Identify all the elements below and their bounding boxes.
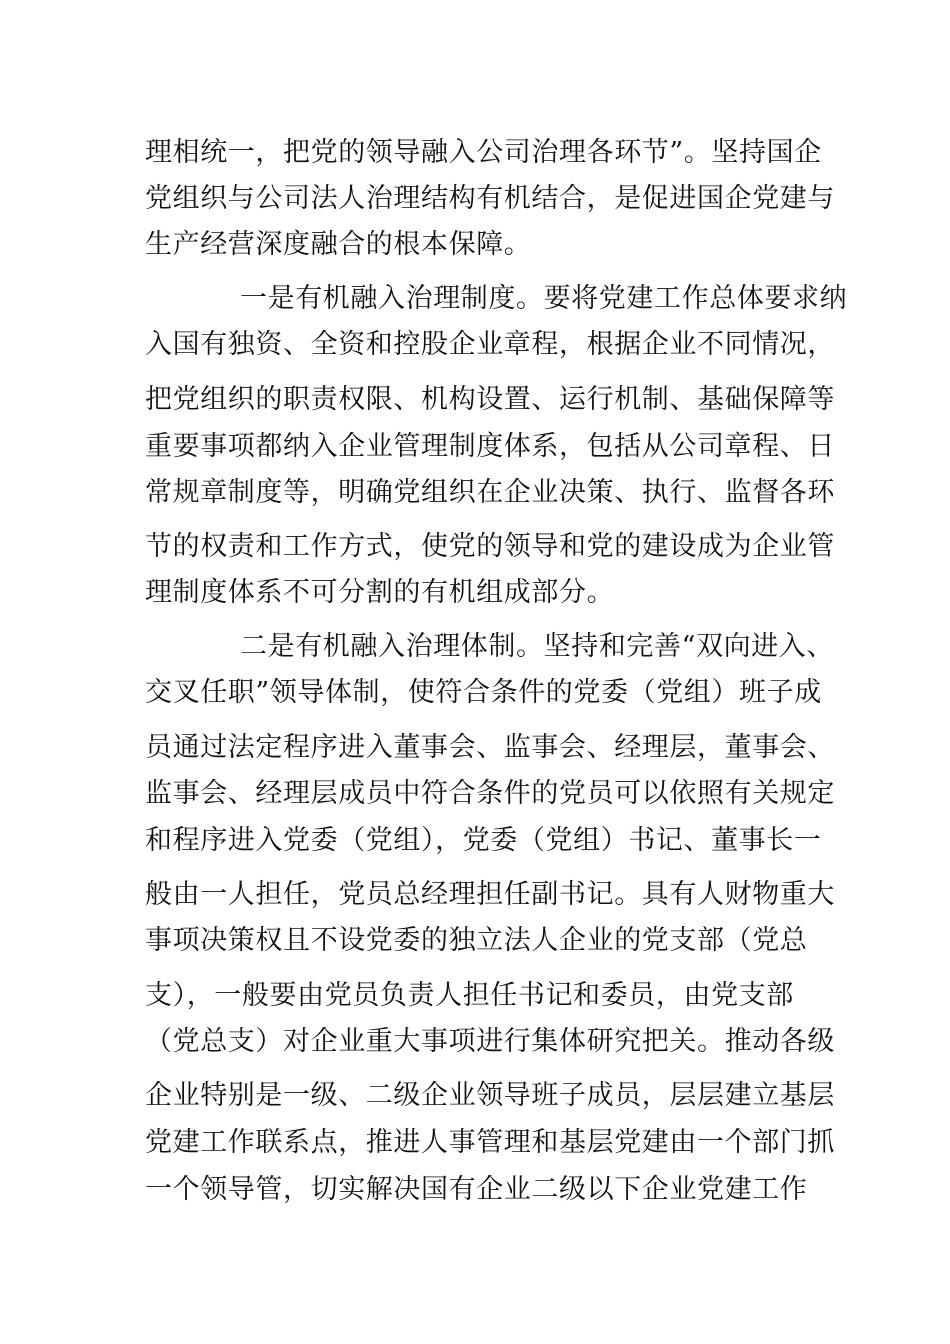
text-line: 理相统一，把党的领导融入公司治理各环节”。坚持国企 [145, 137, 822, 168]
text-line: 企业特别是一级、二级企业领导班子成员，层层建立基层 [145, 1080, 835, 1111]
text-line: 节的权责和工作方式，使党的领导和党的建设成为企业管 [145, 531, 835, 562]
paragraph-start-line: 二是有机融入治理体制。坚持和完善“双向进入、 [240, 631, 835, 662]
text-line: 和程序进入党委（党组），党委（党组）书记、董事长一 [145, 825, 822, 856]
text-line: 生产经营深度融合的根本保障。 [145, 229, 532, 260]
text-line: 支），一般要由党员负责人担任书记和委员，由党支部 [145, 980, 794, 1011]
text-line: 党建工作联系点，推进人事管理和基层党建由一个部门抓 [145, 1127, 835, 1158]
text-line: 交叉任职”领导体制，使符合条件的党委（党组）班子成 [145, 677, 822, 708]
paragraph-start-line: 一是有机融入治理制度。要将党建工作总体要求纳 [240, 283, 848, 314]
text-line: 一个领导管，切实解决国有企业二级以下企业党建工作 [145, 1174, 808, 1205]
text-line: 常规章制度等，明确党组织在企业决策、执行、监督各环 [145, 477, 835, 508]
text-line: 事项决策权且不设党委的独立法人企业的党支部（党总 [145, 925, 808, 956]
text-line: 入国有独资、全资和控股企业章程，根据企业不同情况， [145, 329, 835, 360]
text-line: 理制度体系不可分割的有机组成部分。 [145, 577, 615, 608]
text-line: 般由一人担任，党员总经理担任副书记。具有人财物重大 [145, 879, 835, 910]
text-line: 重要事项都纳入企业管理制度体系，包括从公司章程、日 [145, 431, 835, 462]
text-line: 把党组织的职责权限、机构设置、运行机制、基础保障等 [145, 384, 835, 415]
text-line: 员通过法定程序进入董事会、监事会、经理层，董事会、 [145, 732, 835, 763]
text-line: （党总支）对企业重大事项进行集体研究把关。推动各级 [145, 1026, 835, 1057]
text-line: 监事会、经理层成员中符合条件的党员可以依照有关规定 [145, 778, 835, 809]
text-line: 党组织与公司法人治理结构有机结合，是促进国企党建与 [145, 183, 835, 214]
